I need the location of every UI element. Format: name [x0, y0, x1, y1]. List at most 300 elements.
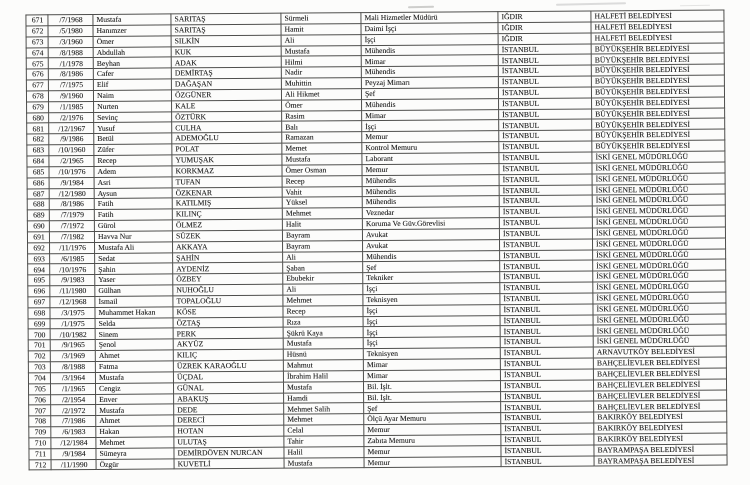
cell-province: İSTANBUL: [500, 336, 593, 347]
cell-institution: BAHÇELİEVLER BELEDİYESİ: [593, 379, 726, 391]
cell-title: Teknisyen: [363, 294, 500, 306]
cell-first-name: Gürol: [94, 220, 172, 231]
cell-father-name: Yüksel: [282, 197, 362, 208]
cell-province: İSTANBUL: [501, 456, 594, 467]
cell-first-name: Sümeyra: [96, 448, 174, 459]
cell-province: İSTANBUL: [499, 152, 592, 163]
cell-birth-date: /6/1983: [51, 427, 96, 438]
cell-province: İSTANBUL: [500, 358, 593, 369]
cell-father-name: Vahit: [282, 186, 362, 197]
cell-institution: BÜYÜKŞEHİR BELEDİYESİ: [591, 53, 724, 65]
cell-surname: DERECİ: [174, 414, 284, 426]
cell-surname: KUK: [171, 46, 281, 58]
cell-first-name: Betül: [94, 133, 172, 144]
cell-father-name: Ali: [281, 34, 361, 45]
cell-surname: KILINÇ: [172, 208, 282, 220]
cell-first-name: Adem: [94, 166, 172, 177]
cell-surname: KILIÇ: [173, 349, 283, 361]
cell-father-name: Tahir: [284, 435, 364, 446]
cell-first-name: Şahin: [95, 263, 173, 274]
cell-first-name: Mehmet: [96, 437, 174, 448]
cell-birth-date: /1/1975: [50, 318, 95, 329]
cell-father-name: Rıza: [283, 316, 363, 327]
cell-father-name: Halil: [284, 446, 364, 457]
cell-surname: GÜNAL: [173, 382, 283, 394]
cell-surname: DAĞAŞAN: [171, 78, 281, 90]
cell-institution: İSKİ GENEL MÜDÜRLÜĞÜ: [592, 162, 725, 174]
cell-province: İSTANBUL: [501, 401, 594, 412]
cell-surname: DEDE: [174, 404, 284, 416]
cell-province: İSTANBUL: [499, 119, 592, 130]
cell-province: İSTANBUL: [499, 228, 592, 239]
cell-birth-date: /12/1980: [49, 188, 94, 199]
cell-province: IĞDIR: [498, 22, 591, 33]
cell-institution: İSKİ GENEL MÜDÜRLÜĞÜ: [593, 259, 726, 271]
cell-father-name: Mahmut: [283, 360, 363, 371]
cell-father-name: Mustafa: [283, 381, 363, 392]
cell-province: İSTANBUL: [500, 380, 593, 391]
cell-father-name: Hamdi: [284, 392, 364, 403]
cell-institution: BÜYÜKŞEHİR BELEDİYESİ: [592, 129, 725, 141]
cell-row-number: 694: [28, 264, 50, 275]
cell-institution: İSKİ GENEL MÜDÜRLÜĞÜ: [593, 314, 726, 326]
cell-surname: TOPALOĞLU: [173, 295, 283, 307]
cell-province: İSTANBUL: [500, 315, 593, 326]
cell-first-name: Cafer: [93, 68, 171, 79]
cell-first-name: Elif: [93, 79, 171, 90]
cell-institution: İSKİ GENEL MÜDÜRLÜĞÜ: [593, 292, 726, 304]
cell-row-number: 674: [26, 47, 48, 58]
cell-surname: PERK: [173, 328, 283, 340]
cell-province: İSTANBUL: [499, 141, 592, 152]
cell-title: Zabıta Memuru: [364, 435, 501, 447]
cell-province: İSTANBUL: [501, 412, 594, 423]
cell-father-name: Mehmet Salih: [284, 403, 364, 414]
cell-institution: BÜYÜKŞEHİR BELEDİYESİ: [591, 43, 724, 55]
cell-row-number: 692: [28, 242, 50, 253]
cell-title: İşçi: [363, 283, 500, 295]
cell-row-number: 688: [27, 199, 49, 210]
cell-institution: BAHÇELİEVLER BELEDİYESİ: [594, 400, 727, 412]
cell-birth-date: /3/1960: [48, 36, 93, 47]
cell-institution: İSKİ GENEL MÜDÜRLÜĞÜ: [592, 194, 725, 206]
cell-institution: BAHÇELİEVLER BELEDİYESİ: [593, 357, 726, 369]
cell-province: İSTANBUL: [499, 109, 592, 120]
cell-birth-date: /11/1980: [50, 286, 95, 297]
cell-institution: İSKİ GENEL MÜDÜRLÜĞÜ: [592, 184, 725, 196]
cell-title: Mali Hizmetler Müdürü: [361, 12, 498, 24]
cell-title: İşçi: [361, 33, 498, 45]
cell-title: Memur: [364, 456, 501, 468]
cell-birth-date: /7/1979: [49, 210, 94, 221]
cell-title: Bil. İşlt.: [364, 391, 501, 403]
cell-surname: ADAK: [171, 57, 281, 69]
cell-province: İSTANBUL: [500, 304, 593, 315]
cell-row-number: 696: [28, 286, 50, 297]
cell-first-name: Fatih: [94, 209, 172, 220]
cell-row-number: 697: [28, 297, 50, 308]
cell-surname: KÖSE: [173, 306, 283, 318]
cell-first-name: Yusuf: [94, 122, 172, 133]
cell-row-number: 682: [27, 134, 49, 145]
cell-birth-date: /7/1975: [48, 80, 93, 91]
cell-province: İSTANBUL: [499, 130, 592, 141]
cell-institution: BAKIRKÖY BELEDİYESİ: [594, 433, 727, 445]
cell-surname: ÜZREK KARAOĞLU: [173, 360, 283, 372]
cell-first-name: Mustafa: [93, 14, 171, 25]
cell-institution: BAYRAMPAŞA BELEDİYESİ: [594, 444, 727, 456]
cell-first-name: Abdullah: [93, 46, 171, 57]
cell-institution: BÜYÜKŞEHİR BELEDİYESİ: [591, 64, 724, 76]
cell-title: Teknisyen: [363, 348, 500, 360]
cell-institution: BÜYÜKŞEHİR BELEDİYESİ: [592, 119, 725, 131]
cell-birth-date: /1/1965: [50, 383, 95, 394]
cell-institution: HALFETİ BELEDİYESİ: [591, 21, 724, 33]
cell-institution: BAKIRKÖY BELEDİYESİ: [594, 422, 727, 434]
cell-surname: KATILMIŞ: [172, 197, 282, 209]
cell-institution: İSKİ GENEL MÜDÜRLÜĞÜ: [592, 238, 725, 250]
cell-surname: SÜZEK: [172, 230, 282, 242]
cell-father-name: Hüsnü: [283, 349, 363, 360]
cell-birth-date: /3/1975: [50, 307, 95, 318]
cell-title: Memur: [364, 445, 501, 457]
cell-province: İSTANBUL: [498, 54, 591, 65]
cell-title: Mühendis: [362, 98, 499, 110]
cell-father-name: Ali Hikmet: [281, 89, 361, 100]
cell-first-name: Beyhan: [93, 57, 171, 68]
cell-province: İSTANBUL: [499, 174, 592, 185]
cell-father-name: Memet: [282, 143, 362, 154]
cell-birth-date: /8/1986: [49, 199, 94, 210]
cell-surname: SARITAŞ: [171, 13, 281, 25]
cell-row-number: 702: [28, 351, 50, 362]
cell-birth-date: /10/1976: [49, 166, 94, 177]
cell-title: İşçi: [363, 326, 500, 338]
cell-first-name: Mustafa: [96, 404, 174, 415]
cell-title: Kontrol Memuru: [362, 142, 499, 154]
cell-institution: BAHÇELİEVLER BELEDİYESİ: [593, 368, 726, 380]
cell-row-number: 681: [27, 123, 49, 134]
cell-birth-date: /5/1980: [48, 25, 93, 36]
cell-first-name: Muhammet Hakan: [95, 307, 173, 318]
cell-row-number: 704: [28, 373, 50, 384]
cell-row-number: 693: [28, 253, 50, 264]
scan-artifact: [680, 5, 710, 7]
cell-row-number: 687: [27, 188, 49, 199]
cell-institution: İSKİ GENEL MÜDÜRLÜĞÜ: [593, 335, 726, 347]
cell-surname: SARITAŞ: [171, 24, 281, 36]
cell-father-name: Balı: [282, 121, 362, 132]
cell-first-name: Nurten: [94, 101, 172, 112]
cell-birth-date: /11/1990: [51, 459, 96, 470]
cell-surname: DEMİRDÖVEN NURCAN: [174, 447, 284, 459]
personnel-table-body: [26, 10, 727, 470]
cell-province: İSTANBUL: [500, 347, 593, 358]
cell-row-number: 684: [27, 156, 49, 167]
cell-birth-date: /11/1976: [50, 242, 95, 253]
cell-province: İSTANBUL: [500, 250, 593, 261]
cell-birth-date: /7/1986: [51, 416, 96, 427]
cell-title: Laborant: [362, 153, 499, 165]
cell-surname: KORKMAZ: [172, 165, 282, 177]
cell-surname: ULUTAŞ: [174, 436, 284, 448]
cell-province: İSTANBUL: [500, 260, 593, 271]
cell-father-name: Şükrü Kaya: [283, 327, 363, 338]
cell-province: İSTANBUL: [499, 184, 592, 195]
cell-surname: ÖZTÜRK: [172, 111, 282, 123]
cell-father-name: İbrahim Halil: [283, 370, 363, 381]
cell-row-number: 679: [27, 102, 49, 113]
cell-province: İSTANBUL: [498, 65, 591, 76]
cell-institution: BAKIRKÖY BELEDİYESİ: [594, 411, 727, 423]
cell-title: Şef: [364, 402, 501, 414]
cell-province: İSTANBUL: [499, 206, 592, 217]
cell-birth-date: /12/1968: [50, 296, 95, 307]
cell-father-name: Ömer Osman: [282, 164, 362, 175]
cell-birth-date: /9/1986: [49, 134, 94, 145]
cell-first-name: Züfer: [94, 144, 172, 155]
cell-province: İSTANBUL: [500, 325, 593, 336]
cell-father-name: Hilmi: [281, 56, 361, 67]
cell-row-number: 703: [28, 362, 50, 373]
cell-first-name: Gülhan: [95, 285, 173, 296]
cell-birth-date: /9/1960: [48, 90, 93, 101]
cell-title: Peyzaj Mimarı: [361, 77, 498, 89]
cell-surname: ÜÇDAL: [173, 371, 283, 383]
cell-institution: BÜYÜKŞEHİR BELEDİYESİ: [592, 97, 725, 109]
cell-row-number: 686: [27, 177, 49, 188]
cell-title: Şef: [363, 261, 500, 273]
cell-father-name: Ömer: [282, 99, 362, 110]
cell-birth-date: /7/1972: [49, 220, 94, 231]
cell-father-name: Mustafa: [284, 457, 364, 468]
cell-first-name: Yaser: [95, 274, 173, 285]
cell-province: İSTANBUL: [499, 239, 592, 250]
cell-father-name: Bayram: [283, 240, 363, 251]
cell-province: İSTANBUL: [499, 163, 592, 174]
cell-title: Mimar: [363, 359, 500, 371]
cell-surname: KALE: [172, 100, 282, 112]
cell-row-number: 671: [26, 15, 48, 26]
cell-father-name: Ebubekir: [283, 273, 363, 284]
cell-institution: İSKİ GENEL MÜDÜRLÜĞÜ: [592, 205, 725, 217]
cell-title: Memur: [364, 424, 501, 436]
cell-birth-date: /9/1983: [50, 275, 95, 286]
cell-province: İSTANBUL: [501, 445, 594, 456]
scan-tilt-wrapper: [25, 10, 726, 471]
cell-surname: ÖZKENAR: [172, 187, 282, 199]
cell-row-number: 673: [26, 36, 48, 47]
cell-institution: İSKİ GENEL MÜDÜRLÜĞÜ: [593, 249, 726, 261]
cell-birth-date: /1/1978: [48, 58, 93, 69]
cell-surname: DEMİRTAŞ: [171, 67, 281, 79]
cell-first-name: Fatih: [94, 198, 172, 209]
cell-row-number: 712: [29, 459, 51, 470]
cell-father-name: Mustafa: [283, 338, 363, 349]
cell-province: İSTANBUL: [500, 293, 593, 304]
cell-row-number: 698: [28, 308, 50, 319]
cell-first-name: Ahmet: [96, 415, 174, 426]
cell-birth-date: /10/1982: [50, 329, 95, 340]
cell-father-name: Nadir: [281, 67, 361, 78]
cell-father-name: Mustafa: [282, 154, 362, 165]
cell-row-number: 711: [29, 449, 51, 460]
cell-row-number: 689: [27, 210, 49, 221]
cell-title: Avukat: [363, 239, 500, 251]
cell-surname: NUHOĞLU: [173, 284, 283, 296]
cell-institution: BÜYÜKŞEHİR BELEDİYESİ: [592, 108, 725, 120]
cell-institution: İSKİ GENEL MÜDÜRLÜĞÜ: [593, 303, 726, 315]
cell-surname: AKYÜZ: [173, 338, 283, 350]
cell-first-name: Hakan: [96, 426, 174, 437]
cell-father-name: Recep: [282, 175, 362, 186]
cell-surname: POLAT: [172, 143, 282, 155]
cell-birth-date: /2/1972: [51, 405, 96, 416]
cell-birth-date: /8/1986: [48, 69, 93, 80]
cell-row-number: 710: [29, 438, 51, 449]
cell-father-name: Ali: [283, 251, 363, 262]
cell-title: Mühendis: [362, 174, 499, 186]
cell-surname: ÖZBEY: [173, 273, 283, 285]
cell-institution: İSKİ GENEL MÜDÜRLÜĞÜ: [592, 216, 725, 228]
cell-birth-date: /10/1976: [50, 264, 95, 275]
cell-institution: ARNAVUTKÖY BELEDİYESİ: [593, 346, 726, 358]
cell-father-name: Celal: [284, 425, 364, 436]
cell-first-name: Fatma: [95, 361, 173, 372]
cell-institution: İSKİ GENEL MÜDÜRLÜĞÜ: [593, 270, 726, 282]
cell-first-name: Cengiz: [95, 383, 173, 394]
cell-row-number: 705: [28, 383, 50, 394]
cell-father-name: Şaban: [283, 262, 363, 273]
cell-row-number: 677: [26, 80, 48, 91]
cell-birth-date: /2/1965: [49, 155, 94, 166]
cell-title: Mühendis: [362, 185, 499, 197]
cell-province: İSTANBUL: [500, 369, 593, 380]
cell-first-name: Sedat: [95, 252, 173, 263]
cell-father-name: Hamit: [281, 23, 361, 34]
cell-first-name: Havva Nur: [94, 231, 172, 242]
cell-first-name: İsmail: [95, 296, 173, 307]
cell-title: Bil. İşlt.: [363, 380, 500, 392]
cell-surname: KUVETLİ: [174, 458, 284, 470]
cell-title: Tekniker: [363, 272, 500, 284]
cell-surname: SILKİN: [171, 35, 281, 47]
cell-birth-date: /9/1984: [51, 448, 96, 459]
cell-row-number: 680: [27, 112, 49, 123]
cell-father-name: Mehmet: [283, 295, 363, 306]
cell-province: İSTANBUL: [499, 195, 592, 206]
personnel-table: [25, 10, 727, 471]
cell-title: Ölçü Ayar Memuru: [364, 413, 501, 425]
cell-province: İSTANBUL: [501, 434, 594, 445]
cell-birth-date: /2/1976: [49, 112, 94, 123]
cell-birth-date: /8/1988: [48, 47, 93, 58]
cell-birth-date: /10/1960: [49, 145, 94, 156]
cell-father-name: Mehmet: [282, 208, 362, 219]
cell-first-name: Sinem: [95, 328, 173, 339]
cell-father-name: Halit: [282, 219, 362, 230]
cell-row-number: 707: [29, 405, 51, 416]
cell-row-number: 672: [26, 26, 48, 37]
cell-birth-date: /7/1982: [49, 231, 94, 242]
cell-title: Koruma Ve Güv.Görevlisi: [362, 218, 499, 230]
cell-title: Mühendis: [363, 250, 500, 262]
cell-title: Mimar: [363, 369, 500, 381]
cell-institution: İSKİ GENEL MÜDÜRLÜĞÜ: [592, 227, 725, 239]
cell-province: İSTANBUL: [500, 282, 593, 293]
cell-birth-date: /9/1984: [49, 177, 94, 188]
cell-row-number: 708: [29, 416, 51, 427]
cell-father-name: Rasim: [282, 110, 362, 121]
cell-birth-date: /6/1985: [50, 253, 95, 264]
cell-row-number: 691: [27, 232, 49, 243]
cell-institution: BAHÇELİEVLER BELEDİYESİ: [594, 390, 727, 402]
cell-row-number: 685: [27, 167, 49, 178]
cell-province: İSTANBUL: [498, 87, 591, 98]
cell-institution: İSKİ GENEL MÜDÜRLÜĞÜ: [593, 325, 726, 337]
cell-surname: ŞAHİN: [173, 252, 283, 264]
cell-title: İşçi: [363, 315, 500, 327]
cell-row-number: 683: [27, 145, 49, 156]
cell-birth-date: /7/1968: [48, 14, 93, 25]
cell-province: IĞDIR: [498, 33, 591, 44]
cell-surname: AYDENİZ: [173, 263, 283, 275]
cell-row-number: 706: [29, 394, 51, 405]
cell-province: İSTANBUL: [498, 76, 591, 87]
cell-institution: BAYRAMPAŞA BELEDİYESİ: [594, 455, 727, 467]
cell-surname: ADEMOĞLU: [172, 132, 282, 144]
cell-title: Mimar: [362, 109, 499, 121]
scan-artifact: [556, 2, 626, 5]
cell-institution: HALFETİ BELEDİYESİ: [591, 32, 724, 44]
cell-title: Memur: [362, 131, 499, 143]
cell-birth-date: /3/1969: [50, 351, 95, 362]
cell-father-name: Mehmet: [284, 414, 364, 425]
cell-institution: BÜYÜKŞEHİR BELEDİYESİ: [592, 140, 725, 152]
cell-title: Veznedar: [362, 207, 499, 219]
cell-institution: İSKİ GENEL MÜDÜRLÜĞÜ: [592, 173, 725, 185]
cell-surname: ÖLMEZ: [172, 219, 282, 231]
cell-birth-date: /1/1985: [49, 101, 94, 112]
cell-father-name: Ramazan: [282, 132, 362, 143]
cell-father-name: Mustafa: [281, 45, 361, 56]
cell-province: İSTANBUL: [501, 391, 594, 402]
cell-surname: HOTAN: [174, 425, 284, 437]
cell-institution: İSKİ GENEL MÜDÜRLÜĞÜ: [593, 281, 726, 293]
cell-surname: ABAKUŞ: [174, 393, 284, 405]
cell-row-number: 699: [28, 318, 50, 329]
cell-first-name: Şenol: [95, 339, 173, 350]
cell-province: İSTANBUL: [499, 98, 592, 109]
scan-artifact: [408, 6, 434, 8]
cell-province: IĞDIR: [498, 11, 591, 22]
cell-row-number: 676: [26, 69, 48, 80]
cell-title: Avukat: [362, 229, 499, 241]
cell-row-number: 701: [28, 340, 50, 351]
cell-surname: YUMUŞAK: [172, 154, 282, 166]
cell-birth-date: /12/1967: [49, 123, 94, 134]
cell-province: İSTANBUL: [498, 44, 591, 55]
cell-row-number: 709: [29, 427, 51, 438]
cell-surname: ÖZGÜNER: [171, 89, 281, 101]
cell-title: Mühendis: [362, 196, 499, 208]
cell-province: İSTANBUL: [499, 217, 592, 228]
cell-title: Memur: [362, 163, 499, 175]
cell-title: Mühendis: [361, 44, 498, 56]
cell-province: İSTANBUL: [500, 271, 593, 282]
cell-surname: CULHA: [172, 122, 282, 134]
cell-row-number: 690: [27, 221, 49, 232]
